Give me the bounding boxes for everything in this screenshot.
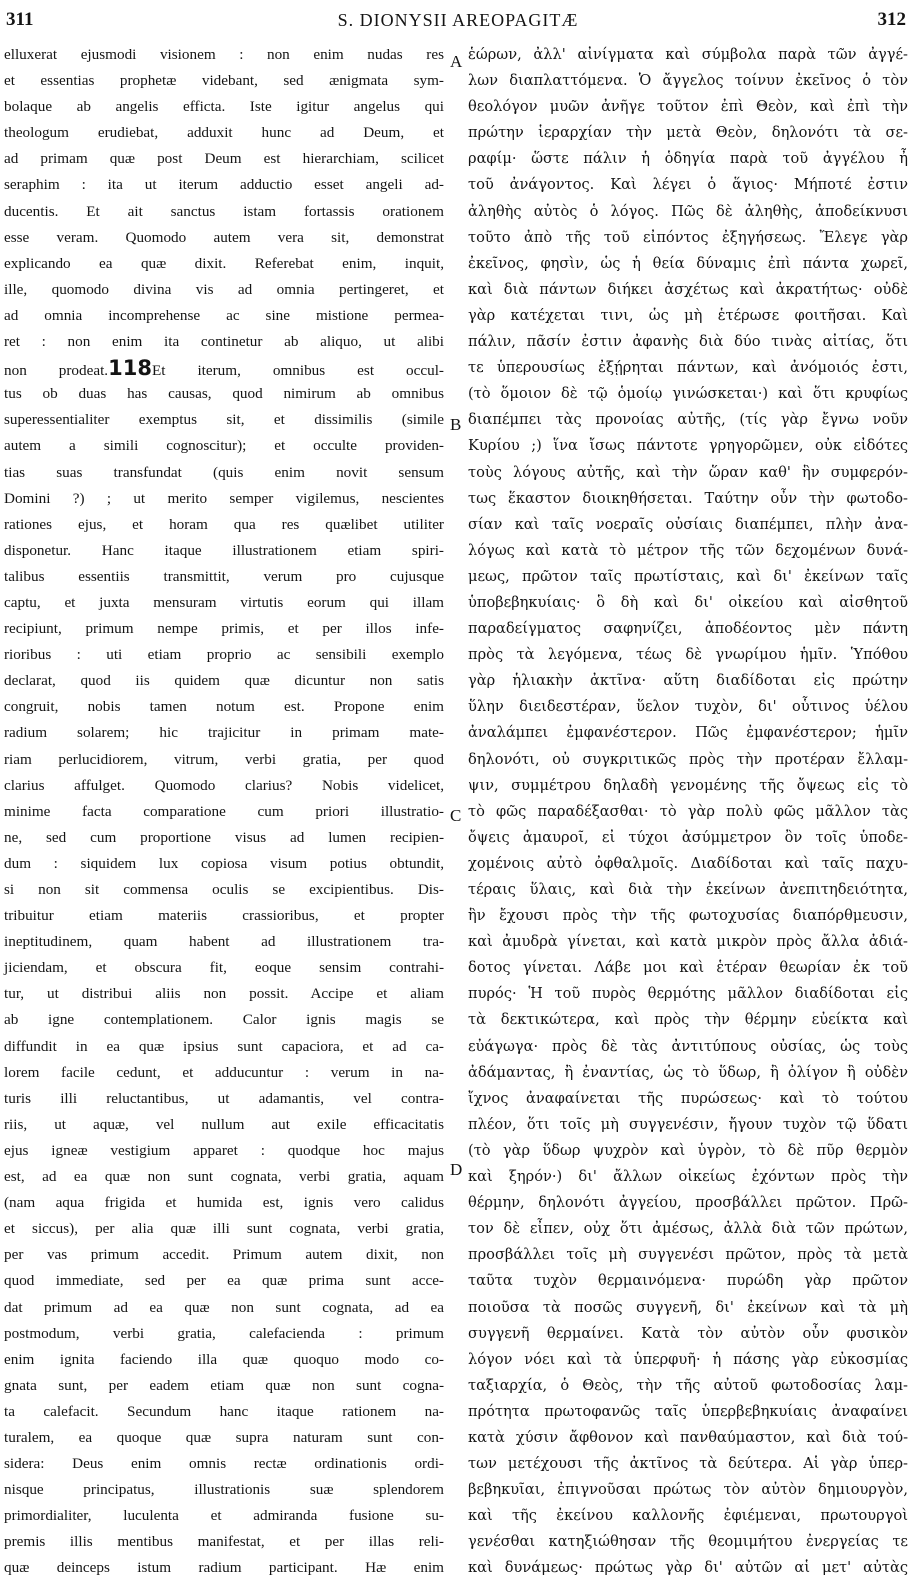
- latin-line: minime facta comparatione cum priori illustratio-: [4, 802, 444, 820]
- latin-line: dum : siquidem lux copiosa visum potius obtundit,: [4, 854, 444, 872]
- greek-line: τὸ φῶς παραδέξασθαι· τὸ γὰρ πολὺ φῶς μᾶλλον τὰς: [468, 802, 908, 820]
- greek-line: ἀδάμαντας, ἢ ἐναντίας, ὡς τὸ ὕδωρ, ἢ ὀλίγον ἢ οὐδὲν: [468, 1063, 908, 1081]
- greek-line: καὶ διὰ πάντων διήκει ἀσχέτως καὶ ἀκρατήτως· οὐδὲ: [468, 280, 908, 298]
- latin-line: riam perlucidiorem, vitrum, verbi gratia, per quod: [4, 750, 444, 768]
- latin-line: rioribus : uti etiam proprio ac sensibili exemplo: [4, 646, 444, 664]
- greek-line: ἀναλάμπει ἐμφανέστερον. Πῶς ἐμφανέστερον; ἡμῖν: [468, 724, 908, 742]
- line-text: Et iterum, omnibus est occul-: [151, 362, 444, 380]
- greek-line: γὰρ κατέχεται τινι, ὡς μὴ ἑτέρωσε φοιτῆσαι. Καὶ: [468, 306, 908, 324]
- latin-line: tus ob duas has causas, quod nimirum ab omnibus: [4, 385, 444, 403]
- greek-line: προσβάλλει τοῖς μὴ συγγενέσι πρῶτον, πρὸς τὰ μετὰ: [468, 1246, 908, 1264]
- latin-line: est, ad ea quæ non sunt cognata, verbi gratia, aquam: [4, 1168, 444, 1186]
- latin-line: rationes ejus, et horam qua res quælibet utiliter: [4, 515, 444, 533]
- line-text: non prodeat.: [4, 362, 109, 380]
- greek-line: ραφίμ· ὥστε πάλιν ἡ ὁδηγία παρὰ τοῦ ἀγγέλου ἦ: [468, 150, 908, 168]
- latin-line: ne, sed cum proportione visus ad lumen recipien-: [4, 828, 444, 846]
- greek-line: τοὺς λόγους αὐτῆς, καὶ τὴν ὥραν καθ' ἣν συμφερόν-: [468, 463, 908, 481]
- latin-line: per vas primum accedit. Primum autem dixit, non: [4, 1246, 444, 1264]
- greek-line: τοῦ ἀνάγοντος. Καὶ λέγει ὁ ἅγιος· Μήποτέ ἐστιν: [468, 176, 908, 194]
- latin-line: ineptitudinem, quam habent ad illustrationem tra-: [4, 933, 444, 951]
- greek-line: πάλιν, πᾶσίν ἐστιν ἀφανὴς διὰ δύο τινὰς αἰτίας, ὅτι: [468, 333, 908, 351]
- greek-line: τως ἕκαστον διοικηθήσεται. Ταύτην οὖν τὴν φωτοδο-: [468, 489, 908, 507]
- latin-line: enim ignita faciendo illa quæ quoquo modo co-: [4, 1350, 444, 1368]
- margin-letter-c: C: [450, 806, 462, 825]
- margin-letter-a: A: [450, 52, 463, 71]
- greek-line: πυρός· Ἡ τοῦ πυρὸς θερμότης μᾶλλον διαδίδοται εἰς: [468, 985, 908, 1003]
- latin-line: ducentis. Et ait sanctus istam fortassis orationem: [4, 202, 444, 220]
- greek-line: λόγον νόει καὶ τὰ ὑπερφυῆ· ἡ πάσης γὰρ εὐκοσμίας: [468, 1350, 908, 1368]
- greek-line: παραδείγματος σαφηνίζει, ἀποδέοντος μὲν πάντη: [468, 620, 908, 638]
- greek-line: μεως, πρῶτον ταῖς πρωτίσταις, καὶ δι' ἐκείνων ταῖς: [468, 567, 908, 585]
- latin-line: explicando ea quæ dixit. Referebat enim, inquit,: [4, 254, 444, 272]
- latin-line: primordialiter, luculenta et admiranda fusione su-: [4, 1507, 444, 1525]
- latin-line: postmodum, verbi gratia, calefacienda : primum: [4, 1324, 444, 1342]
- latin-line: ret : non enim ita continetur ab aliquo, ut alibi: [4, 333, 444, 351]
- latin-line: autem a simili cognoscitur); et occulte providen-: [4, 437, 444, 455]
- greek-line: Κυρίου ;) ἵνα ἴσως πάντοτε γρηγορῶμεν, οὐκ εἰδότες: [468, 437, 908, 455]
- greek-line: ἀληθὴς αὐτὸς ὁ λόγος. Πῶς δὲ ἀληθὴς, ἀποδείκνυσι: [468, 202, 908, 220]
- latin-line: lorem facile cedunt, et adducuntur : verum in na-: [4, 1063, 444, 1081]
- greek-line: ὕλην διειδεστέραν, ὕελον τυχὸν, δι' οὗτινος ὑέλου: [468, 698, 908, 716]
- latin-line: [4, 355, 444, 381]
- greek-line: πρώτην ἱεραρχίαν τὴν μετὰ Θεὸν, δηλονότι τὰ σε-: [468, 124, 908, 142]
- latin-line: declarat, quod iis quidem quæ dicuntur non satis: [4, 672, 444, 690]
- greek-line: θέρμην, δηλονότι ἀγγείου, προσβάλλει πρῶτον. Πρῶ-: [468, 1194, 908, 1212]
- greek-line: χομένοις αὐτὸ ὀφθαλμοῖς. Διαδίδοται καὶ ταῖς παχυ-: [468, 854, 908, 872]
- greek-line: ταῦτα τυχὸν θερμαινόμενα· πυρώδη γὰρ πρῶτον: [468, 1272, 908, 1290]
- latin-line: turis illi reluctantibus, ut adamantis, vel contra-: [4, 1089, 444, 1107]
- greek-line: τον δὲ εἶπεν, οὐχ ὅτι ἀμέσως, ἀλλὰ διὰ τῶν πρώτων,: [468, 1220, 908, 1238]
- latin-line: talibus essentiis transmittit, verum pro cujusque: [4, 567, 444, 585]
- latin-line: gnata sunt, per eadem etiam quæ non sunt cogna-: [4, 1376, 444, 1394]
- latin-line: esse veram. Quomodo autem vera sit, demonstrat: [4, 228, 444, 246]
- greek-line: θεολόγον μυῶν ἀνῆγε τοῦτον ἐπὶ Θεὸν, καὶ ἐπὶ τὴν: [468, 98, 908, 116]
- greek-line: συγγενῆ θερμαίνει. Κατὰ τὸν αὐτὸν οὖν φυσικὸν: [468, 1324, 908, 1342]
- greek-line: (τὸ γὰρ ὕδωρ ψυχρὸν καὶ ὑγρὸν, τὸ δὲ πῦρ θερμὸν: [468, 1141, 908, 1159]
- greek-line: ἣν ἔχουσι πρὸς τὴν τῆς φωτοχυσίας διαπόρθμευσιν,: [468, 907, 908, 925]
- latin-line: si non sit commensa oculis se excipientibus. Dis-: [4, 881, 444, 898]
- latin-line: tur, ut distribui aliis non possit. Accipe et aliam: [4, 985, 444, 1003]
- page-number-left: 311: [6, 9, 34, 30]
- greek-line: λόγως καὶ κατὰ τὸ μέτρον τῆς τῶν δεχομένων δυνά-: [468, 541, 908, 559]
- greek-line: κατὰ χύσιν ἄφθονον καὶ πανθαύμαστον, καὶ διὰ τού-: [468, 1428, 908, 1446]
- greek-line: δοτος γίνεται. Λάβε μοι καὶ ἑτέραν θεωρίαν ἐκ τοῦ: [468, 959, 908, 977]
- greek-line: καὶ δυνάμεως· πρώτως γὰρ δι' αὐτῶν αἱ μετ' αὐτὰς: [468, 1559, 908, 1577]
- latin-line: congruit, nobis tamen notum est. Propone enim: [4, 698, 444, 716]
- greek-line: πλέον, ὅτι τοῖς μὴ συγγενέσιν, ἤγουν τυχὸν τῷ ὕδατι: [468, 1115, 908, 1133]
- greek-line: πρὸς τὰ λεγόμενα, τέως δὲ γνωρίμου ἡμῖν. Ὑπόθου: [468, 646, 908, 664]
- latin-line: dat primum ad ea quæ non sunt cognata, ad ea: [4, 1298, 444, 1316]
- latin-line: ad primam quæ post Deum est hierarchiam, scilicet: [4, 150, 444, 168]
- greek-line: γενέσθαι κατηξιώθησαν τῆς θεομιμήτου ἐνεργείας τε: [468, 1533, 908, 1551]
- greek-line: ὑποβεβηκυίαις· ὃ δὴ καὶ δι' οἰκείου καὶ αἰσθητοῦ: [468, 593, 908, 611]
- latin-line: quæ deinceps istum radium participant. Hæ enim: [4, 1559, 444, 1577]
- latin-line: turalem, ea quoque quæ supra naturam sunt con-: [4, 1428, 444, 1446]
- latin-line: ille, quomodo divina vis ad omnia pertingeret, et: [4, 280, 444, 298]
- latin-line: (nam aqua frigida et humida est, ignis vero calidus: [4, 1194, 444, 1212]
- greek-line: τέραις ὕλαις, καὶ διὰ τὴν ἐκείνων ἀνεπιτηδειότητα,: [468, 881, 908, 898]
- greek-line: ταξιαρχία, ὁ Θεὸς, τὴν τῆς αὐτοῦ φωτοδοσίας λαμ-: [468, 1376, 908, 1394]
- greek-line: ψιν, συμμέτρου δηλαδὴ γενομένης τῆς ὄψεως εἰς τὸ: [468, 776, 908, 794]
- greek-line: σίαν καὶ ταῖς νοεραῖς οὐσίαις διαπέμπει, πλὴν ἀνα-: [468, 515, 908, 533]
- greek-line: καὶ τῆς ἐκείνου καλλονῆς ἐφιέμεναι, πρωτουργοὶ: [468, 1507, 908, 1525]
- greek-line: ἴχνος ἀναφαίνεται τῆς πυρώσεως· καὶ τὸ τούτου: [468, 1089, 908, 1107]
- latin-line: disponetur. Hanc itaque illustrationem etiam spiri-: [4, 541, 444, 559]
- running-title: S. DIONYSII AREOPAGITÆ: [337, 10, 579, 30]
- latin-line: riis, ut aquæ, vel nullum aut exile efficacitatis: [4, 1115, 444, 1133]
- latin-line: nisque principatus, illustrationis suæ splendorem: [4, 1481, 444, 1499]
- latin-line: tribuitur etiam materiis crassioribus, et propter: [4, 907, 444, 925]
- greek-line: εὐάγωγα· πρὸς δὲ τὰς ἀντιτύπους οὐσίας, ὡς τοὺς: [468, 1037, 908, 1055]
- margin-letter-d: D: [450, 1160, 463, 1179]
- greek-line: τε ὑπερουσίως ἐξῄρηται πάντων, καὶ ἀνόμοιός ἐστι,: [468, 359, 908, 377]
- latin-line: sidera: Deus enim omnis rectæ ordinationis ordi-: [4, 1455, 444, 1473]
- greek-line: λων διαπλαττόμενα. Ὁ ἄγγελος τοίνυν ἐκεῖνος ὁ τὸν: [468, 72, 908, 90]
- greek-line: καὶ ξηρόν·) δι' ἄλλων οἰκείως ἐχόντων πρὸς τὴν: [468, 1168, 908, 1186]
- latin-line: bolaque ab angelis efficta. Iste igitur angelus qui: [4, 98, 444, 116]
- latin-line: et essentias prophetæ videbant, sed ænigmata sym-: [4, 72, 444, 90]
- greek-line: δηλονότι, οὐ συγκριτικῶς πρὸς τὴν προτέραν ἔλλαμ-: [468, 750, 908, 768]
- latin-line: ta calefacit. Secundum hanc itaque rationem na-: [4, 1402, 444, 1420]
- greek-line: πρότητα πρωτοφανῶς ταῖς ὑπερβεβηκυίαις ἀναφαίνει: [468, 1402, 908, 1420]
- greek-line: ποιοῦσα τὰ ποσῶς συγγενῆ, δι' ἐκείνων καὶ τὰ μὴ: [468, 1298, 908, 1316]
- greek-line: ἑώρων, ἀλλ' αἰνίγματα καὶ σύμβολα παρὰ τῶν ἀγγέ-: [468, 46, 908, 63]
- latin-line: superessentialiter exemptus sit, et dissimilis (simile: [4, 411, 444, 429]
- greek-line: βεβηκυῖαι, ἐπιγνοῦσαι πρώτως τὸν αὐτὸν δημιουργὸν,: [468, 1481, 908, 1499]
- greek-line: (τὸ ὅμοιον δὲ τῷ ὁμοίῳ γινώσκεται·) καὶ ὅτι κρυφίως: [468, 385, 908, 403]
- latin-line: tias suas transfundat (quis enim novit sensum: [4, 463, 444, 481]
- section-number: 118: [108, 356, 152, 381]
- greek-line: διαπέμπει τὰς προνοίας αὐτῆς, (τίς γὰρ ἔγνω νοῦν: [468, 411, 908, 429]
- greek-line: τοῦτο ἀπὸ τῆς τοῦ εἰπόντος ἐξηγήσεως. Ἔλεγε γὰρ: [468, 228, 908, 246]
- latin-line: radium solarem; hic trajicitur in primam mate-: [4, 724, 444, 742]
- page-number-right: 312: [877, 9, 906, 30]
- latin-line: ad omnia incomprehense ac sine mistione permea-: [4, 306, 444, 324]
- greek-column: [468, 42, 908, 1582]
- latin-line: ejus igneæ vestigium apparet : quodque hoc majus: [4, 1141, 444, 1159]
- latin-line: et siccus), per alia quæ illi sunt cognata, verbi gratia,: [4, 1220, 444, 1238]
- latin-line: Domini ?) ; ut merito semper vigilemus, nescientes: [4, 489, 444, 507]
- latin-line: captu, et juxta mensuram virtutis eorum qui illam: [4, 593, 444, 611]
- greek-line: τὰ δεκτικώτερα, καὶ πρὸς τὴν θέρμην εὐείκτα καὶ: [468, 1011, 908, 1029]
- latin-line: jiciendam, et obscura fit, eoque sensim contrahi-: [4, 959, 444, 977]
- greek-line: των μετέχουσι τῆς ἀκτῖνος τὰ δεύτερα. Αἱ γὰρ ὑπερ-: [468, 1455, 908, 1473]
- latin-line: theologum erudiebat, adduxit hunc ad Deum, et: [4, 124, 444, 142]
- margin-letter-b: B: [450, 415, 462, 434]
- latin-column: [4, 42, 444, 1582]
- greek-line: γὰρ ἡλιακὴν ἀκτῖνα· αὕτη διαδίδοται εἰς πρώτην: [468, 672, 908, 690]
- latin-line: elluxerat ejusmodi visionem : non enim nudas res: [4, 46, 444, 63]
- greek-line: καὶ ἀμυδρὰ γίνεται, καὶ κατὰ μικρὸν πρὸς ἄλλα ἀδιά-: [468, 933, 908, 951]
- greek-line: ὄψεις ἀμαυροῖ, εἰ τύχοι ἀσύμμετρον ὂν τοῖς ὑποδε-: [468, 828, 908, 846]
- latin-line: recipiunt, primum nempe primis, et per illos infe-: [4, 620, 444, 638]
- latin-line: ab igne contemplationem. Calor ignis magis se: [4, 1011, 444, 1029]
- greek-line: ἐκεῖνος, φησὶν, ὡς ἡ θεία δύναμις ἐπὶ πάντα χωρεῖ,: [468, 254, 908, 272]
- latin-line: seraphim : ita ut iterum adductio esset angeli ad-: [4, 176, 444, 194]
- latin-line: quod immediate, sed per ea quæ prima sunt acce-: [4, 1272, 444, 1290]
- latin-line: clarius affulget. Quomodo clarius? Nobis videlicet,: [4, 776, 444, 794]
- latin-line: diffundit in ea quæ ipsius sunt capaciora, et ad ca-: [4, 1037, 444, 1055]
- latin-line: premis illis mentibus manifestat, et per illas reli-: [4, 1533, 444, 1551]
